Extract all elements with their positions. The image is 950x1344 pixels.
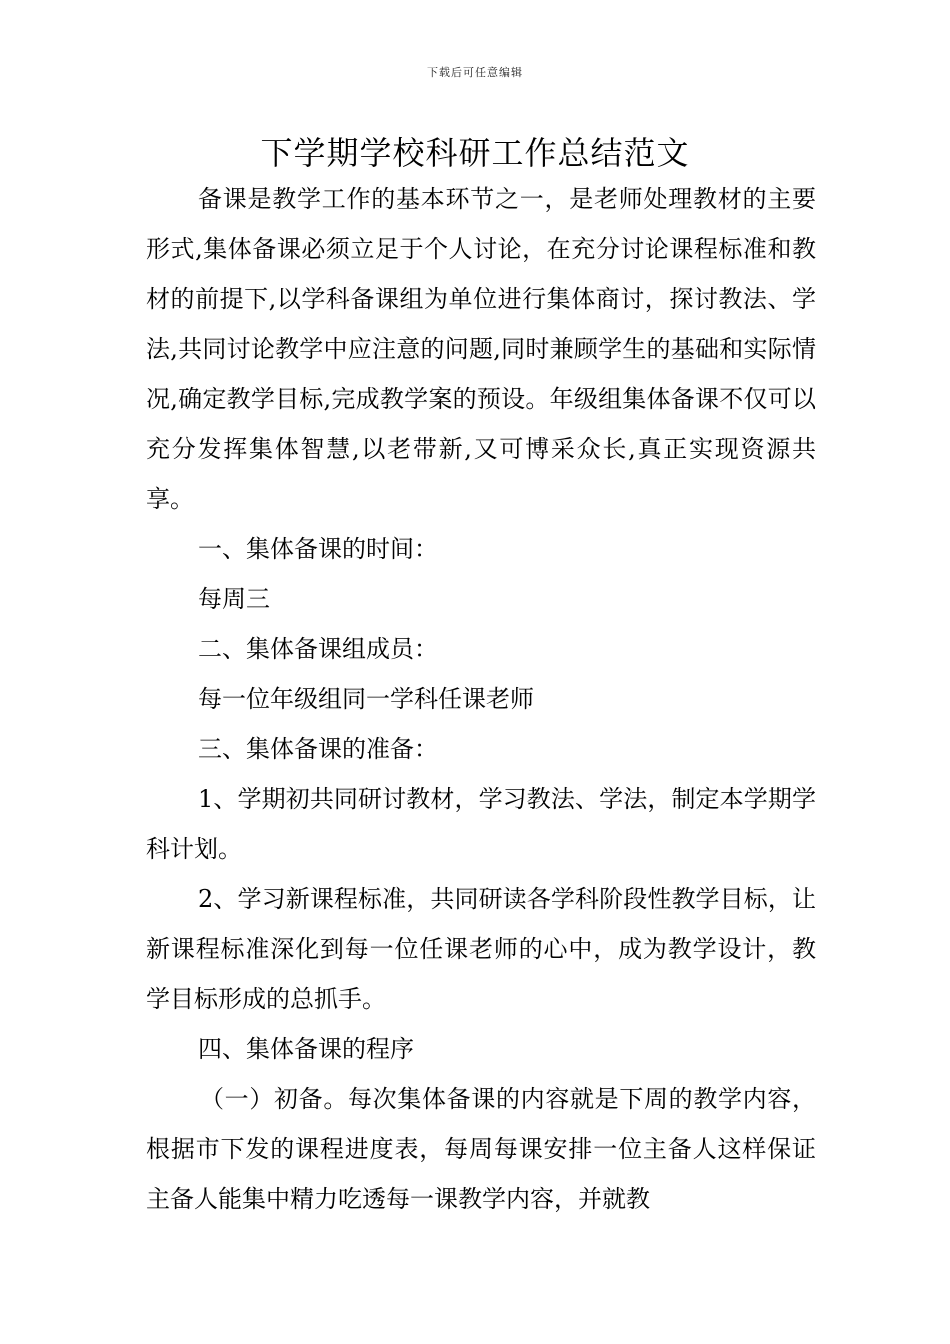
paragraph-intro: 备课是教学工作的基本环节之一，是老师处理教材的主要形式,集体备课必须立足于个人讨论，在充分讨论课程标准和教材的前提下,以学科备课组为单位进行集体商讨，探讨教法、学法,共同讨论教学中应注意的问题,同时兼顾学生的基础和实际情况,确定教学目标,完成教学案的预设。年级组集体备课不仅可以充分发挥集体智慧,以老带新,又可博采众长,真正实现资源共享。 xyxy=(146,185,816,513)
section-heading-procedure: 四、集体备课的程序 xyxy=(198,1035,414,1063)
section-heading-members: 二、集体备课组成员： xyxy=(198,635,438,663)
paragraph-time: 每周三 xyxy=(198,585,270,613)
paragraph-members: 每一位年级组同一学科任课老师 xyxy=(198,685,534,713)
paragraph-preparation-2: 2、学习新课程标准，共同研读各学科阶段性教学目标，让新课程标准深化到每一位任课老师的心中，成为教学设计，教学目标形成的总抓手。 xyxy=(146,885,816,1013)
header-note: 下载后可任意编辑 xyxy=(427,66,523,79)
section-heading-time: 一、集体备课的时间： xyxy=(198,535,438,563)
section-heading-preparation: 三、集体备课的准备： xyxy=(198,735,438,763)
paragraph-procedure-1: （一）初备。每次集体备课的内容就是下周的教学内容，根据市下发的课程进度表，每周每课安排一位主备人这样保证主备人能集中精力吃透每一课教学内容，并就教 xyxy=(146,1085,816,1213)
document-title: 下学期学校科研工作总结范文 xyxy=(260,134,690,172)
paragraph-preparation-1: 1、学期初共同研讨教材，学习教法、学法，制定本学期学科计划。 xyxy=(146,785,816,863)
document-body xyxy=(146,174,816,1224)
